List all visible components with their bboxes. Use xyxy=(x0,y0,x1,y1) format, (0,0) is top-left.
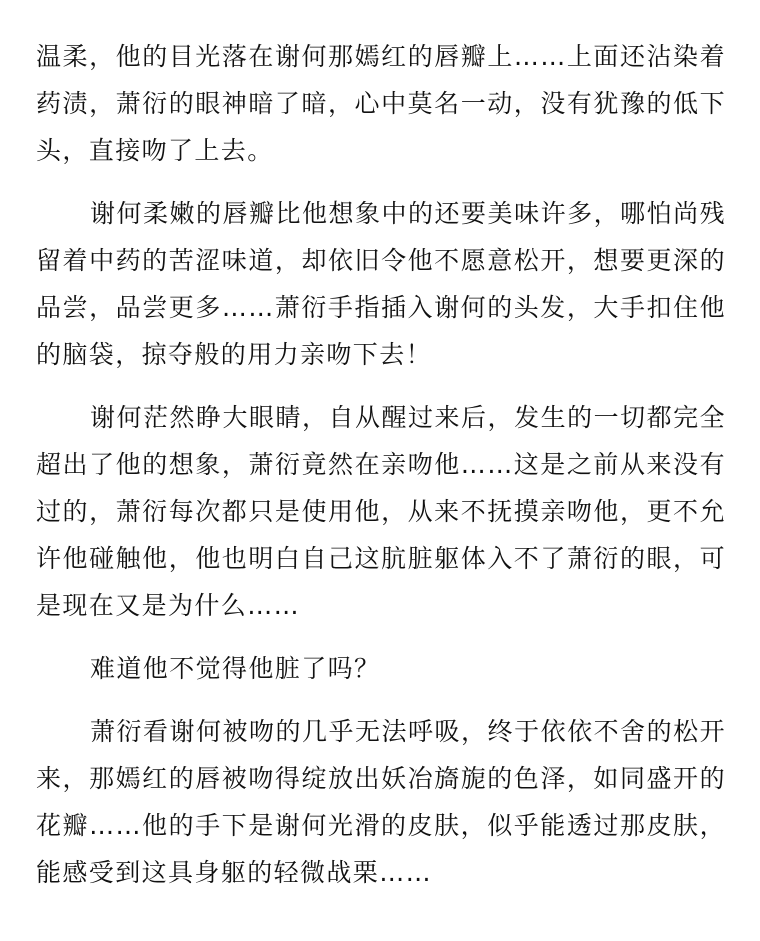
paragraph-4: 难道他不觉得他脏了吗？ xyxy=(90,654,381,683)
paragraph-2: 谢何柔嫩的唇瓣比他想象中的还要美味许多，哪怕尚残留着中药的苦涩味道，却依旧令他不愿意松开，想要更深的品尝，品尝更多……萧衍手指插入谢何的头发，大手扣住他的脑袋，掠夺般的用力亲吻下去！ xyxy=(36,199,726,369)
paragraph-3: 谢何茫然睁大眼睛，自从醒过来后，发生的一切都完全超出了他的想象，萧衍竟然在亲吻他……这是之前从来没有过的，萧衍每次都只是使用他，从来不抚摸亲吻他，更不允许他碰触他，他也明白自己这肮脏躯体入不了萧衍的眼，可是现在又是为什么…… xyxy=(36,403,726,620)
document-body xyxy=(36,33,726,912)
paragraph-5: 萧衍看谢何被吻的几乎无法呼吸，终于依依不舍的松开来，那嫣红的唇被吻得绽放出妖冶旖旎的色泽，如同盛开的花瓣……他的手下是谢何光滑的皮肤，似乎能透过那皮肤，能感受到这具身躯的轻微战栗…… xyxy=(36,717,726,887)
paragraph-1: 温柔，他的目光落在谢何那嫣红的唇瓣上……上面还沾染着药渍，萧衍的眼神暗了暗，心中莫名一动，没有犹豫的低下头，直接吻了上去。 xyxy=(36,42,726,165)
